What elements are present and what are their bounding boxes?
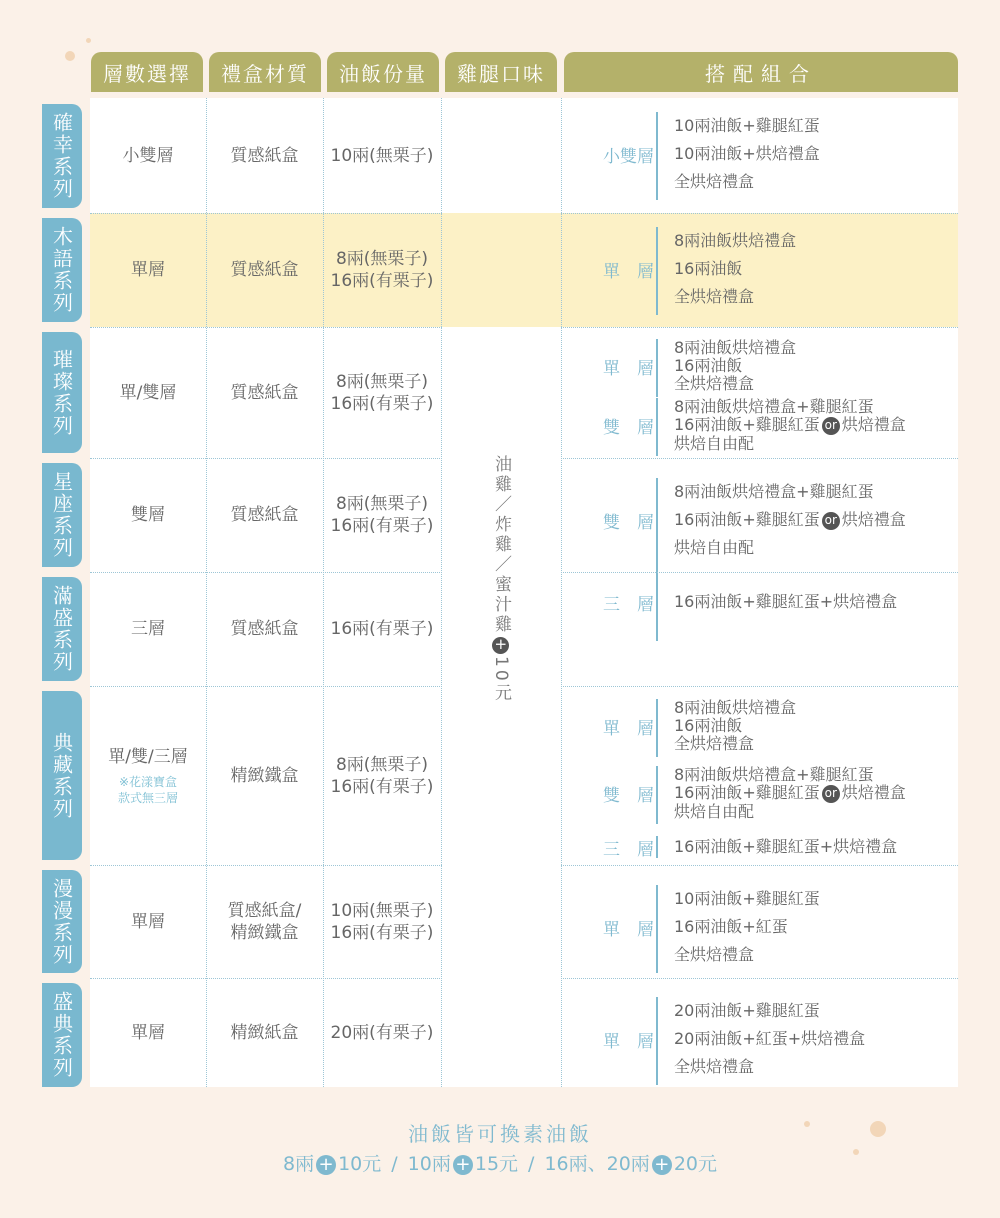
combo-item: 10兩油飯+雞腿紅蛋 bbox=[674, 889, 820, 908]
series-tab bbox=[42, 218, 82, 322]
combo-divider bbox=[656, 885, 658, 973]
layer-text: 三層 bbox=[131, 619, 165, 639]
decor-dot bbox=[86, 38, 91, 43]
portion-text: 8兩(無栗子) bbox=[335, 249, 429, 269]
flavor-names: 油雞／炸雞／蜜汁雞 bbox=[491, 455, 511, 635]
flavor-text bbox=[491, 455, 511, 755]
combo-items bbox=[674, 591, 897, 613]
combo-item: 10兩油飯+雞腿紅蛋 bbox=[674, 116, 820, 135]
footer-title: 油飯皆可換素油飯 bbox=[408, 1122, 592, 1146]
combo-item: 8兩油飯烘焙禮盒+雞腿紅蛋 bbox=[674, 397, 874, 416]
portion-text: 8兩(無栗子) bbox=[335, 371, 429, 392]
or-badge: or bbox=[822, 512, 840, 530]
col-divider bbox=[323, 98, 324, 1087]
series-name: 滿盛系列 bbox=[49, 585, 74, 673]
footer-price-value: 20元 bbox=[673, 1153, 717, 1175]
combo-items bbox=[674, 227, 796, 311]
series-tab bbox=[42, 332, 82, 453]
material-text: 質感紙盒/ bbox=[227, 900, 302, 921]
combo-item: 8兩油飯烘焙禮盒 bbox=[674, 231, 797, 250]
combo-item-part: 烘焙禮盒 bbox=[841, 415, 906, 434]
combo-group bbox=[562, 398, 958, 458]
portion-cell bbox=[323, 98, 441, 213]
combo-items bbox=[674, 478, 906, 562]
combo-item: 烘焙自由配 bbox=[674, 538, 755, 557]
combo-items bbox=[674, 398, 906, 453]
material-text: 精緻鐵盒 bbox=[230, 765, 299, 786]
combo-item-part: 16兩油飯+雞腿紅蛋 bbox=[674, 783, 820, 802]
portion-cell bbox=[323, 458, 441, 572]
combo-item: 16兩油飯 bbox=[674, 716, 743, 735]
plus-icon: + bbox=[492, 637, 510, 654]
layer-note-line: 款式無三層 bbox=[117, 790, 178, 805]
combo-level: 三 層 bbox=[603, 840, 654, 860]
combo-items bbox=[674, 836, 897, 858]
combo-group bbox=[562, 591, 958, 619]
material-text: 質感紙盒 bbox=[230, 260, 299, 280]
flavor-price: 10元 bbox=[491, 656, 511, 704]
layer-text: 單層 bbox=[131, 260, 165, 280]
portion-text: 8兩(無栗子) bbox=[335, 494, 429, 514]
portion-cell bbox=[323, 327, 441, 458]
footer-price-label: 8兩 bbox=[282, 1153, 315, 1175]
combo-level: 單 層 bbox=[603, 1032, 654, 1052]
plus-icon: + bbox=[453, 1155, 473, 1175]
combo-item: 8兩油飯烘焙禮盒 bbox=[674, 698, 797, 717]
layer-cell bbox=[90, 865, 206, 978]
combo-divider bbox=[656, 997, 658, 1085]
combo-item: 16兩油飯 bbox=[674, 259, 743, 278]
plus-icon: + bbox=[652, 1155, 672, 1175]
col-divider bbox=[561, 98, 562, 1087]
combo-level: 雙 層 bbox=[603, 786, 654, 806]
portion-cell bbox=[323, 572, 441, 686]
portion-cell bbox=[323, 213, 441, 327]
combo-divider bbox=[656, 699, 658, 757]
combo-group bbox=[562, 885, 958, 975]
footer-prices bbox=[0, 1149, 1000, 1176]
combo-items bbox=[674, 885, 820, 969]
material-cell bbox=[206, 98, 323, 213]
combo-item: 全烘焙禮盒 bbox=[674, 172, 755, 191]
combo-item: 10兩油飯+烘焙禮盒 bbox=[674, 144, 820, 163]
combo-group bbox=[562, 997, 958, 1087]
combo-item-part: 烘焙禮盒 bbox=[841, 783, 906, 802]
material-cell bbox=[206, 327, 323, 458]
combo-item: 烘焙自由配 bbox=[674, 433, 755, 453]
combo-level: 單 層 bbox=[603, 262, 654, 282]
portion-cell bbox=[323, 978, 441, 1087]
col-divider bbox=[206, 98, 207, 1087]
portion-text: 16兩(有栗子) bbox=[330, 922, 434, 943]
header-layer: 層數選擇 bbox=[91, 52, 203, 92]
portion-text: 20兩(有栗子) bbox=[330, 1022, 434, 1043]
series-tab bbox=[42, 691, 82, 860]
combo-items bbox=[674, 339, 796, 393]
combo-item: 16兩油飯 bbox=[674, 356, 743, 375]
combo-items bbox=[674, 112, 820, 196]
combo-item: 全烘焙禮盒 bbox=[674, 374, 755, 393]
portion-text: 16兩(有栗子) bbox=[330, 271, 434, 291]
layer-cell bbox=[90, 686, 206, 865]
combo-level: 單 層 bbox=[603, 719, 654, 739]
portion-text: 16兩(有栗子) bbox=[330, 393, 434, 414]
combo-level: 雙 層 bbox=[603, 418, 654, 438]
portion-cell bbox=[323, 686, 441, 865]
combo-level: 單 層 bbox=[603, 359, 654, 379]
combo-level: 三 層 bbox=[603, 595, 654, 615]
footer-price-label: 16兩、20兩 bbox=[544, 1153, 650, 1175]
series-name: 星座系列 bbox=[49, 471, 74, 559]
material-cell bbox=[206, 865, 323, 978]
combo-level: 雙 層 bbox=[603, 513, 654, 533]
layer-cell bbox=[90, 572, 206, 686]
portion-text: 16兩(有栗子) bbox=[330, 619, 434, 639]
combo-item: 全烘焙禮盒 bbox=[674, 287, 755, 306]
material-text: 質感紙盒 bbox=[230, 382, 299, 403]
portion-text: 10兩(無栗子) bbox=[330, 900, 434, 921]
combo-items bbox=[674, 997, 865, 1081]
layer-note-line: ※花漾寶盒 bbox=[118, 774, 178, 789]
combo-item: 全烘焙禮盒 bbox=[674, 945, 755, 964]
or-badge: or bbox=[822, 785, 840, 803]
combo-item: 烘焙自由配 bbox=[674, 801, 755, 821]
plus-icon: + bbox=[316, 1155, 336, 1175]
combo-group bbox=[562, 699, 958, 759]
flavor-cell-top bbox=[442, 98, 560, 213]
combo-item: 8兩油飯烘焙禮盒+雞腿紅蛋 bbox=[674, 765, 874, 784]
layer-text: 單層 bbox=[131, 1022, 165, 1043]
flavor-cell-highlight bbox=[442, 213, 560, 327]
layer-cell bbox=[90, 978, 206, 1087]
header-combo: 搭配組合 bbox=[564, 52, 958, 92]
combo-item: 8兩油飯烘焙禮盒+雞腿紅蛋 bbox=[674, 482, 874, 501]
combo-item bbox=[674, 784, 906, 803]
layer-cell bbox=[90, 213, 206, 327]
combo-item: 全烘焙禮盒 bbox=[674, 1057, 755, 1076]
combo-level: 單 層 bbox=[603, 920, 654, 940]
combo-item-part: 16兩油飯+雞腿紅蛋 bbox=[674, 415, 820, 434]
series-tab bbox=[42, 104, 82, 208]
combo-divider bbox=[656, 836, 658, 858]
combo-item: 20兩油飯+紅蛋+烘焙禮盒 bbox=[674, 1029, 866, 1048]
combo-items bbox=[674, 699, 796, 753]
footer-price-value: 15元 bbox=[474, 1153, 519, 1175]
combo-item-part: 烘焙禮盒 bbox=[841, 510, 906, 529]
portion-text: 16兩(有栗子) bbox=[330, 776, 434, 797]
series-tab bbox=[42, 463, 82, 567]
series-tab bbox=[42, 870, 82, 973]
header-flavor: 雞腿口味 bbox=[445, 52, 557, 92]
series-tab bbox=[42, 577, 82, 681]
combo-item: 16兩油飯+雞腿紅蛋+烘焙禮盒 bbox=[674, 592, 898, 611]
layer-text: 小雙層 bbox=[122, 145, 174, 166]
combo-level: 小雙層 bbox=[603, 147, 654, 167]
material-text: 精緻鐵盒 bbox=[230, 922, 299, 943]
footer-separator: / bbox=[528, 1153, 535, 1175]
combo-divider bbox=[656, 766, 658, 824]
combo-items bbox=[674, 766, 906, 821]
combo-divider bbox=[656, 478, 658, 566]
material-text: 質感紙盒 bbox=[230, 145, 299, 166]
combo-item: 8兩油飯烘焙禮盒 bbox=[674, 338, 797, 357]
combo-group bbox=[562, 478, 958, 568]
material-text: 精緻紙盒 bbox=[230, 1022, 299, 1043]
material-text: 質感紙盒 bbox=[230, 619, 299, 639]
combo-divider bbox=[656, 398, 658, 456]
layer-cell bbox=[90, 98, 206, 213]
material-cell bbox=[206, 213, 323, 327]
series-tab bbox=[42, 983, 82, 1087]
combo-item: 16兩油飯+雞腿紅蛋+烘焙禮盒 bbox=[674, 837, 898, 856]
decor-dot bbox=[65, 51, 75, 61]
combo-item: 全烘焙禮盒 bbox=[674, 734, 755, 753]
portion-text: 8兩(無栗子) bbox=[335, 754, 429, 775]
material-cell bbox=[206, 686, 323, 865]
layer-text: 雙層 bbox=[131, 505, 165, 525]
combo-group bbox=[562, 339, 958, 399]
footer-separator: / bbox=[391, 1153, 398, 1175]
footer-price-label: 10兩 bbox=[407, 1153, 451, 1175]
series-name: 漫漫系列 bbox=[49, 877, 74, 966]
layer-note bbox=[118, 774, 178, 806]
series-name: 盛典系列 bbox=[49, 991, 74, 1079]
combo-group bbox=[562, 836, 958, 864]
layer-text: 單/雙/三層 bbox=[108, 746, 188, 767]
series-name: 典藏系列 bbox=[49, 731, 74, 820]
combo-group bbox=[562, 112, 958, 202]
portion-cell bbox=[323, 865, 441, 978]
combo-item: 20兩油飯+雞腿紅蛋 bbox=[674, 1001, 820, 1020]
portion-text: 10兩(無栗子) bbox=[330, 145, 434, 166]
layer-text: 單/雙層 bbox=[119, 382, 177, 403]
combo-divider bbox=[656, 565, 658, 641]
combo-divider bbox=[656, 227, 658, 315]
portion-text: 16兩(有栗子) bbox=[330, 516, 434, 536]
flavor-block bbox=[441, 455, 561, 755]
combo-group bbox=[562, 227, 958, 317]
combo-item: 16兩油飯+紅蛋 bbox=[674, 917, 788, 936]
header-portion: 油飯份量 bbox=[327, 52, 439, 92]
combo-item-part: 16兩油飯+雞腿紅蛋 bbox=[674, 510, 820, 529]
material-cell bbox=[206, 458, 323, 572]
combo-divider bbox=[656, 339, 658, 397]
combo-divider bbox=[656, 112, 658, 200]
combo-item bbox=[674, 416, 906, 435]
layer-text: 單層 bbox=[131, 911, 165, 932]
series-name: 木語系列 bbox=[49, 226, 74, 314]
combo-item bbox=[674, 506, 906, 534]
layer-cell bbox=[90, 327, 206, 458]
series-name: 確幸系列 bbox=[49, 112, 74, 200]
series-name: 璀璨系列 bbox=[49, 348, 74, 437]
material-cell bbox=[206, 978, 323, 1087]
layer-cell bbox=[90, 458, 206, 572]
header-material: 禮盒材質 bbox=[209, 52, 321, 92]
footer-price-value: 10元 bbox=[338, 1153, 382, 1175]
material-cell bbox=[206, 572, 323, 686]
material-text: 質感紙盒 bbox=[230, 505, 299, 525]
combo-group bbox=[562, 766, 958, 826]
or-badge: or bbox=[822, 417, 840, 435]
